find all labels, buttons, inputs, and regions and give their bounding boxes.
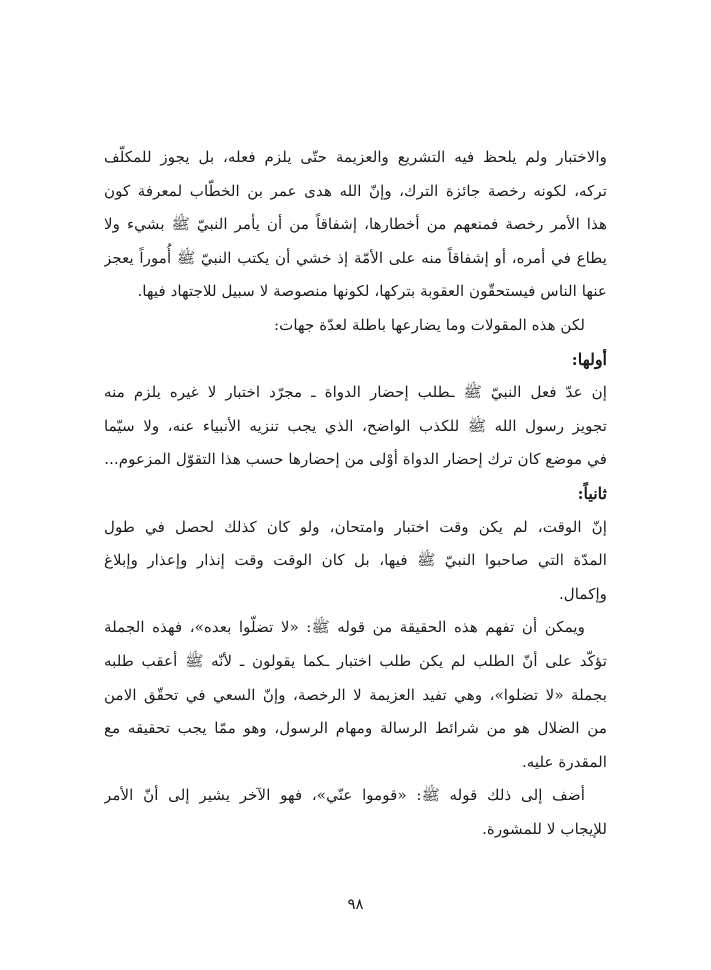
text-line: المقدرة عليه. xyxy=(521,752,607,771)
page-number: ٩٨ xyxy=(347,895,364,913)
text-line: يطاع في أمره، أو إشفاقاً منه على الأمّة إذ خشي أن يكتب النبيّ ﷺ أُموراً يعجز xyxy=(104,248,607,267)
text-line: للإيجاب لا للمشورة. xyxy=(482,819,607,838)
text-line: إنّ الوقت، لم يكن وقت اختبار وامتحان، ولو كان كذلك لحصل في طول xyxy=(104,517,607,536)
text-line: هذا الأمر رخصة فمنعهم من أخطارها، إشفاقاً من أن يأمر النبيّ ﷺ بشيء ولا xyxy=(104,215,607,234)
text-line: من الضلال هو من شرائط الرسالة ومهام الرسول، وهو ممّا يجب تحقيقه مع xyxy=(104,719,607,738)
text-line: تركه، لكونه رخصة جائزة الترك، وإنّ الله هدى عمر بن الخطّاب لمعرفة كون xyxy=(104,181,607,200)
text-line: لكن هذه المقولات وما يضارعها باطلة لعدّة جهات: xyxy=(274,315,585,334)
text-line: وإكمال. xyxy=(558,584,607,603)
text-line: عنها الناس فيستحقّون العقوبة بتركها، لكونها منصوصة لا سبيل للاجتهاد فيها. xyxy=(137,282,607,301)
text-line: تجويز رسول الله ﷺ للكذب الواضح، الذي يجب تنزيه الأنبياء عنه، ولا سيّما xyxy=(104,416,607,435)
text-line: بجملة «لا تضلوا»، وهي تفيد العزيمة لا الرخصة، وإنّ السعي في تحقّق الامن xyxy=(104,685,607,704)
text-line: تؤكّد على أنّ الطلب لم يكن طلب اختبار ـكما يقولون ـ لأنّه ﷺ أعقب طلبه xyxy=(104,651,607,670)
text-line: أضف إلى ذلك قوله ﷺ: «قوموا عنّي»، فهو الآخر يشير إلى أنّ الأمر xyxy=(104,786,585,805)
section-heading: أولها: xyxy=(571,349,607,369)
section-heading: ثانياً: xyxy=(577,483,607,503)
text-line: والاختبار ولم يلحظ فيه التشريع والعزيمة حتّى يلزم فعله، بل يجوز للمكلّف xyxy=(104,148,607,166)
text-line: في موضع كان ترك إحضار الدواة أوْلى من إحضارها حسب هذا التقوّل المزعوم... xyxy=(104,450,607,469)
text-line: إن عدّ فعل النبيّ ﷺ ـطلب إحضار الدواة ـ مجرّد اختبار لا غيره يلزم منه xyxy=(104,383,607,402)
text-line: ويمكن أن تفهم هذه الحقيقة من قوله ﷺ: «لا تضلّوا بعده»، فهذه الجملة xyxy=(104,618,585,637)
document-body xyxy=(104,141,607,846)
text-line: المدّة التي صاحبوا النبيّ ﷺ فيها، بل كان الوقت وقت إنذار وإعذار وإبلاغ xyxy=(104,551,607,570)
